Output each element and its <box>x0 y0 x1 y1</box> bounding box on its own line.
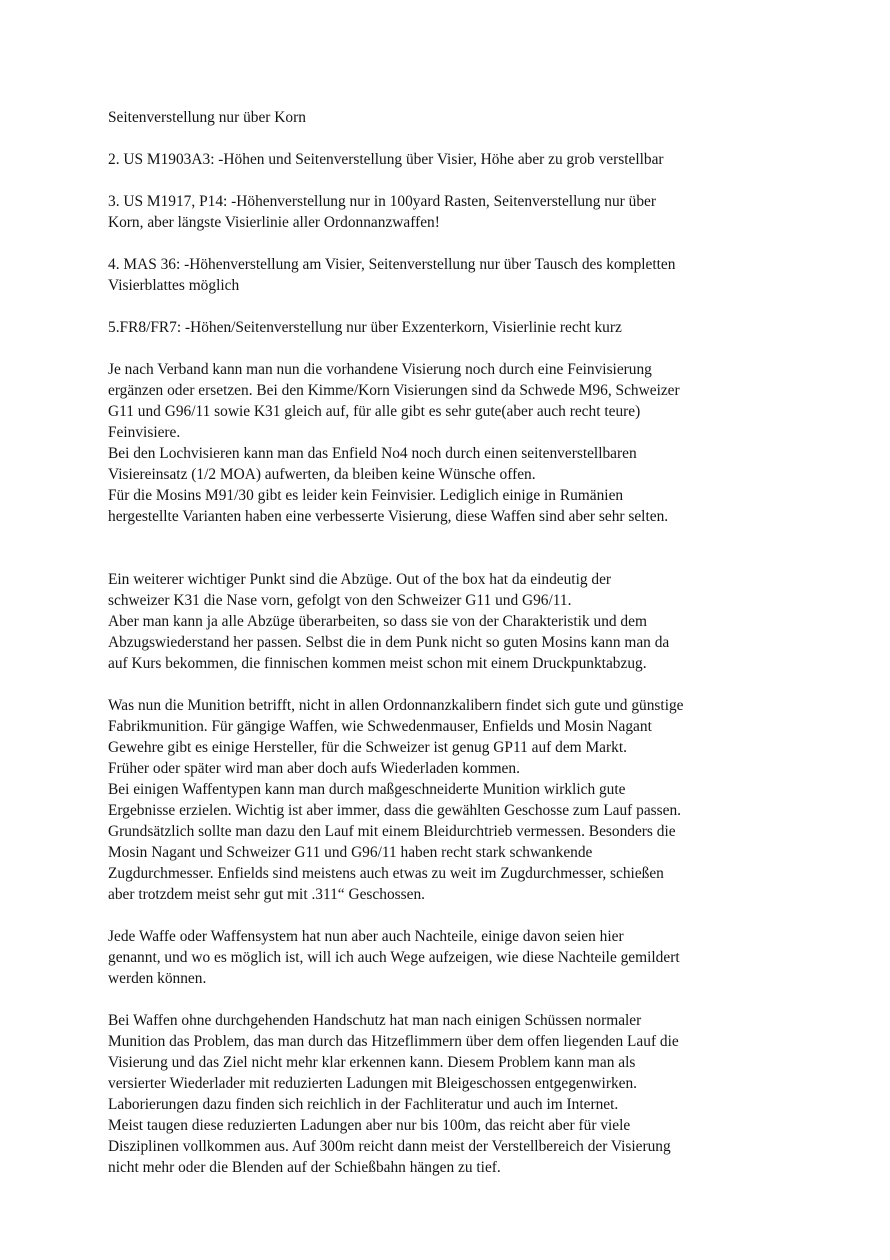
paragraph <box>108 359 780 527</box>
paragraph <box>108 107 780 128</box>
text-line: 5.FR8/FR7: -Höhen/Seitenverstellung nur über Exzenterkorn, Visierlinie recht kurz <box>108 319 622 336</box>
text-line: nicht mehr oder die Blenden auf der Schießbahn hängen zu tief. <box>108 1159 501 1176</box>
text-line: 4. MAS 36: -Höhenverstellung am Visier, Seitenverstellung nur über Tausch des kompletten <box>108 256 676 273</box>
paragraph <box>108 1010 780 1178</box>
text-line: Korn, aber längste Visierlinie aller Ordonnanzwaffen! <box>108 214 440 231</box>
text-line: 3. US M1917, P14: -Höhenverstellung nur in 100yard Rasten, Seitenverstellung nur über <box>108 193 656 210</box>
paragraph <box>108 317 780 338</box>
text-line: genannt, und wo es möglich ist, will ich auch Wege aufzeigen, wie diese Nachteile gemildert <box>108 949 680 966</box>
text-line: Bei den Lochvisieren kann man das Enfield No4 noch durch einen seitenverstellbaren <box>108 445 637 462</box>
paragraph <box>108 191 780 233</box>
text-line: aber trotzdem meist sehr gut mit .311“ Geschossen. <box>108 886 425 903</box>
text-line: Fabrikmunition. Für gängige Waffen, wie Schwedenmauser, Enfields und Mosin Nagant <box>108 718 652 735</box>
text-line: schweizer K31 die Nase vorn, gefolgt von den Schweizer G11 und G96/11. <box>108 592 572 609</box>
paragraph <box>108 254 780 296</box>
text-line: Ergebnisse erzielen. Wichtig ist aber immer, dass die gewählten Geschosse zum Lauf passen. <box>108 802 682 819</box>
text-line: Mosin Nagant und Schweizer G11 und G96/11 haben recht stark schwankende <box>108 844 593 861</box>
text-line: auf Kurs bekommen, die finnischen kommen meist schon mit einem Druckpunktabzug. <box>108 655 647 672</box>
text-line: Zugdurchmesser. Enfields sind meistens auch etwas zu weit im Zugdurchmesser, schießen <box>108 865 664 882</box>
text-line: 2. US M1903A3: -Höhen und Seitenverstellung über Visier, Höhe aber zu grob verstellbar <box>108 151 664 168</box>
paragraph <box>108 569 780 674</box>
paragraph <box>108 695 780 905</box>
text-line: Munition das Problem, das man durch das Hitzeflimmern über dem offen liegenden Lauf die <box>108 1033 679 1050</box>
text-line: ergänzen oder ersetzen. Bei den Kimme/Korn Visierungen sind da Schwede M96, Schweizer <box>108 382 680 399</box>
text-line: Abzugswiederstand her passen. Selbst die in dem Punk nicht so guten Mosins kann man da <box>108 634 670 651</box>
text-line: Disziplinen vollkommen aus. Auf 300m reicht dann meist der Verstellbereich der Visierung <box>108 1138 671 1155</box>
text-line: Visiereinsatz (1/2 MOA) aufwerten, da bleiben keine Wünsche offen. <box>108 466 536 483</box>
text-line: Ein weiterer wichtiger Punkt sind die Abzüge. Out of the box hat da eindeutig der <box>108 571 612 588</box>
text-line: versierter Wiederlader mit reduzierten Ladungen mit Bleigeschossen entgegenwirken. <box>108 1075 638 1092</box>
text-line: Bei Waffen ohne durchgehenden Handschutz hat man nach einigen Schüssen normaler <box>108 1012 642 1029</box>
text-line: Je nach Verband kann man nun die vorhandene Visierung noch durch eine Feinvisierung <box>108 361 652 378</box>
paragraph <box>108 149 780 170</box>
text-line: Bei einigen Waffentypen kann man durch maßgeschneiderte Munition wirklich gute <box>108 781 626 798</box>
text-line: Visierung und das Ziel nicht mehr klar erkennen kann. Diesem Problem kann man als <box>108 1054 636 1071</box>
text-line: Feinvisiere. <box>108 424 181 441</box>
text-line: Visierblattes möglich <box>108 277 240 294</box>
text-line: werden können. <box>108 970 207 987</box>
text-line: Laborierungen dazu finden sich reichlich in der Fachliteratur und auch im Internet. <box>108 1096 619 1113</box>
document-page <box>108 107 780 1199</box>
text-line: hergestellte Varianten haben eine verbesserte Visierung, diese Waffen sind aber sehr selten. <box>108 508 669 525</box>
text-line: Jede Waffe oder Waffensystem hat nun aber auch Nachteile, einige davon seien hier <box>108 928 624 945</box>
text-line: Grundsätzlich sollte man dazu den Lauf mit einem Bleidurchtrieb vermessen. Besonders die <box>108 823 676 840</box>
paragraph-spacer <box>108 548 780 569</box>
text-line: Meist taugen diese reduzierten Ladungen aber nur bis 100m, das reicht aber für viele <box>108 1117 631 1134</box>
text-line: Was nun die Munition betrifft, nicht in allen Ordonnanzkalibern findet sich gute und günstige <box>108 697 684 714</box>
text-line: Aber man kann ja alle Abzüge überarbeiten, so dass sie von der Charakteristik und dem <box>108 613 647 630</box>
text-line: G11 und G96/11 sowie K31 gleich auf, für alle gibt es sehr gute(aber auch recht teure) <box>108 403 641 420</box>
text-line: Seitenverstellung nur über Korn <box>108 109 306 126</box>
text-line: Für die Mosins M91/30 gibt es leider kein Feinvisier. Lediglich einige in Rumänien <box>108 487 624 504</box>
paragraph <box>108 926 780 989</box>
text-line: Gewehre gibt es einige Hersteller, für die Schweizer ist genug GP11 auf dem Markt. <box>108 739 627 756</box>
text-line: Früher oder später wird man aber doch aufs Wiederladen kommen. <box>108 760 520 777</box>
